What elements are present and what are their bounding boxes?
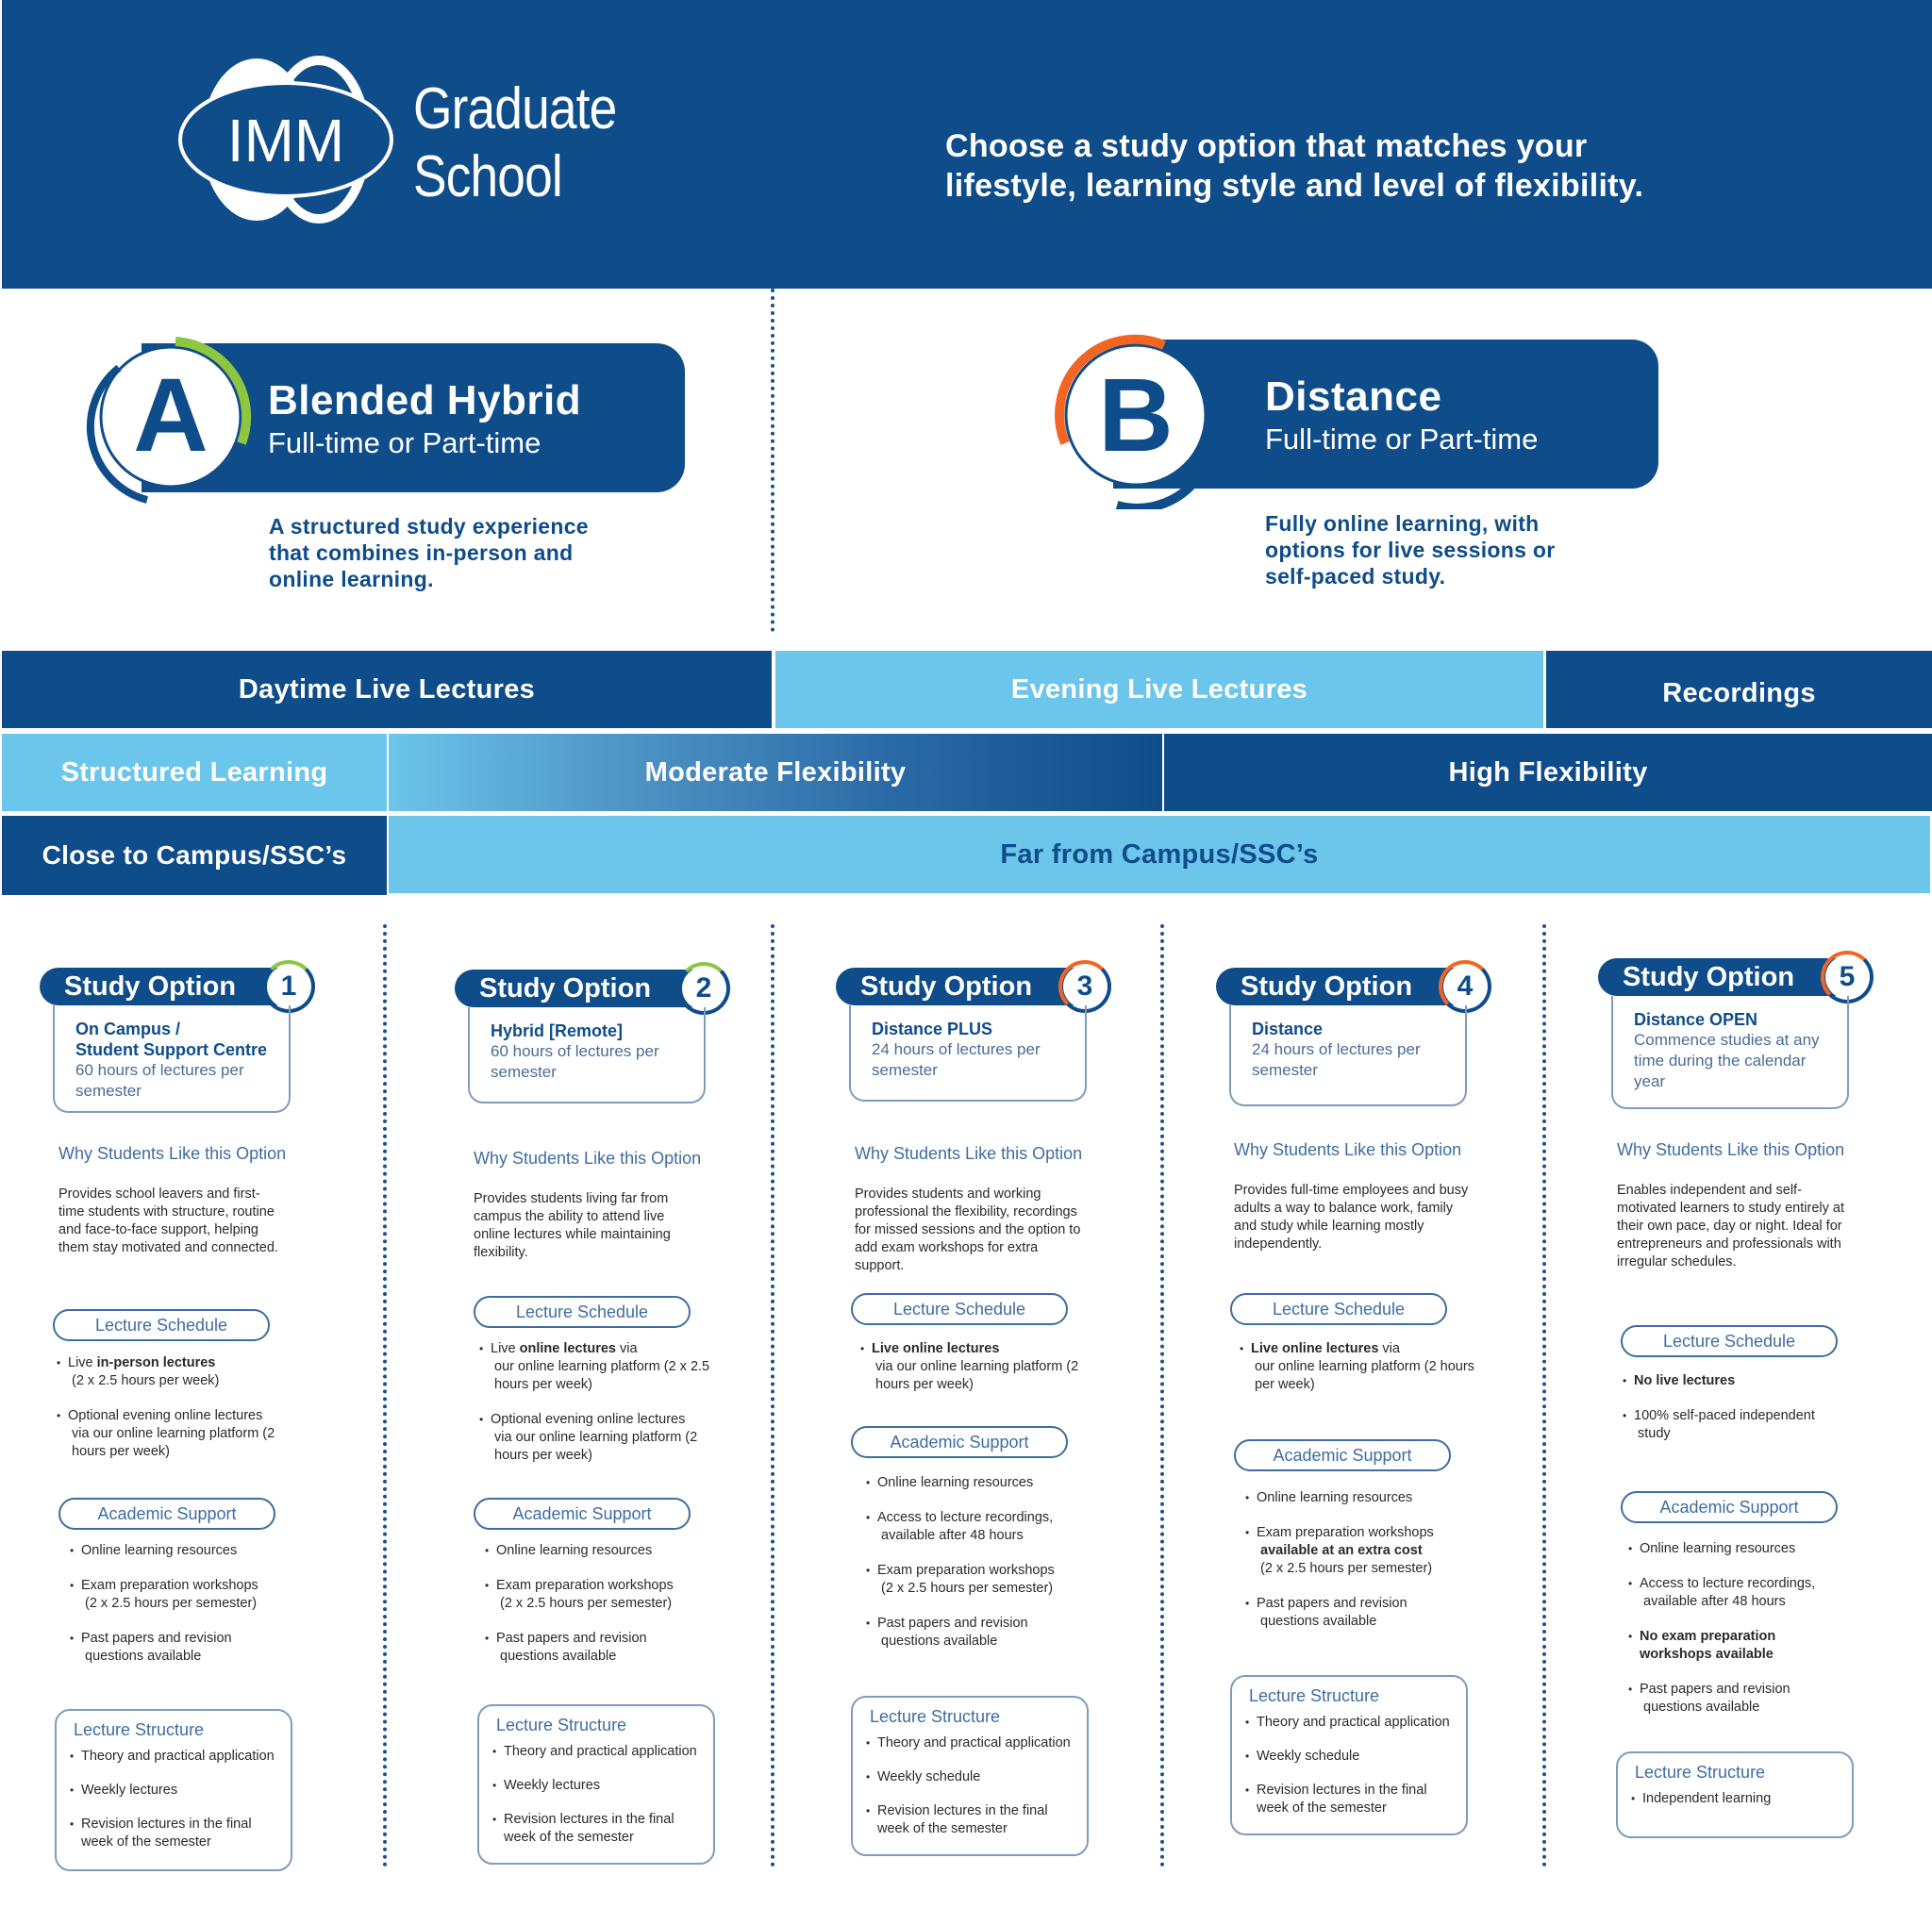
band-high-flexibility: High Flexibility <box>1164 734 1932 811</box>
list-item: • 100% self-paced independent study <box>1623 1407 1858 1443</box>
band-daytime-live: Daytime Live Lectures <box>2 651 772 728</box>
lecture-schedule-label: Lecture Schedule <box>851 1293 1068 1325</box>
list-item: • Theory and practical application <box>866 1734 1075 1752</box>
why-heading: Why Students Like this Option <box>1617 1140 1845 1159</box>
lecture-schedule-label: Lecture Schedule <box>1621 1325 1838 1357</box>
academic-support-label: Academic Support <box>474 1498 691 1530</box>
option-number: 3 <box>1063 965 1107 1008</box>
option-header: Study Option <box>455 970 702 1007</box>
option-header: Study Option <box>40 968 287 1005</box>
list-item: • Exam preparation workshops available at an extra cost (2 x 2.5 hours per semester) <box>1245 1524 1472 1578</box>
option-number: 5 <box>1825 955 1869 999</box>
imm-logo-icon <box>177 53 394 226</box>
option-summary-box: Distance PLUS 24 hours of lectures per semester <box>849 1005 1087 1102</box>
list-item: • Weekly schedule <box>866 1768 1075 1786</box>
category-b-title: Distance <box>1265 373 1442 420</box>
academic-support-label: Academic Support <box>1621 1491 1838 1523</box>
section-divider <box>771 289 774 632</box>
option-header: Study Option <box>1216 968 1463 1005</box>
list-item: • Online learning resources <box>70 1542 296 1560</box>
structure-list <box>70 1748 279 1851</box>
schedule-list <box>1240 1340 1485 1411</box>
support-list <box>1245 1489 1472 1648</box>
category-a-title: Blended Hybrid <box>268 377 582 423</box>
option-summary-box: On Campus / Student Support Centre 60 hours of lectures per semester <box>53 1005 291 1113</box>
list-item: • Revision lectures in the final week of the semester <box>1245 1782 1455 1817</box>
support-list <box>1628 1540 1845 1734</box>
list-item: • Online learning resources <box>1245 1489 1472 1507</box>
lecture-schedule-label: Lecture Schedule <box>53 1309 270 1341</box>
category-b-subtitle: Full-time or Part-time <box>1265 423 1539 456</box>
list-item: • Access to lecture recordings, available after 48 hours <box>1628 1575 1845 1611</box>
academic-support-label: Academic Support <box>1234 1439 1451 1471</box>
list-item: • Live online lectures via our online learning platform (2 hours per week) <box>860 1340 1106 1394</box>
list-item: • Past papers and revision questions available <box>866 1615 1092 1651</box>
list-item: • Exam preparation workshops (2 x 2.5 hours per semester) <box>485 1577 711 1613</box>
list-item: • No exam preparation workshops available <box>1628 1628 1845 1664</box>
academic-support-label: Academic Support <box>58 1498 275 1530</box>
schedule-list <box>479 1340 724 1482</box>
why-text: Enables independent and self-motivated learners to study entirely at their own pace, day or night. Ideal for entrepreneurs and professionals with irregular schedules. <box>1617 1183 1844 1269</box>
list-item: • Live online lectures via our online learning platform (2 x 2.5 hours per week) <box>479 1340 724 1394</box>
lecture-schedule-label: Lecture Schedule <box>474 1296 691 1328</box>
category-b-description: Fully online learning, with options for live sessions or self-paced study. <box>1265 511 1556 589</box>
school-name: Graduate School <box>413 76 617 209</box>
lecture-schedule-label: Lecture Schedule <box>1230 1293 1447 1325</box>
why-heading: Why Students Like this Option <box>1234 1140 1462 1159</box>
structure-list <box>492 1743 702 1847</box>
list-item: • Weekly lectures <box>492 1777 702 1795</box>
option-number: 1 <box>267 965 310 1008</box>
option-number: 2 <box>682 967 725 1010</box>
support-list <box>70 1542 296 1683</box>
schedule-list <box>57 1354 302 1478</box>
why-text: Provides school leavers and first-time students with structure, routine and face-to-face support, helping them stay motivated and connected. <box>58 1186 278 1255</box>
structure-list <box>866 1734 1075 1838</box>
academic-support-label: Academic Support <box>851 1426 1068 1458</box>
list-item: • Theory and practical application <box>1245 1714 1455 1732</box>
option-number: 4 <box>1443 965 1487 1008</box>
list-item: • Optional evening online lectures via our online learning platform (2 hours per week) <box>479 1411 724 1465</box>
column-divider <box>771 924 774 1867</box>
list-item: • Past papers and revision questions available <box>70 1630 296 1666</box>
why-heading: Why Students Like this Option <box>58 1144 287 1163</box>
lecture-structure-box: Lecture Structure • Independent learning <box>1616 1751 1854 1838</box>
category-a-badge-icon <box>81 330 260 509</box>
option-header: Study Option <box>836 968 1083 1005</box>
band-evening-live: Evening Live Lectures <box>775 651 1543 728</box>
list-item: • Live in-person lectures (2 x 2.5 hours per week) <box>57 1354 302 1390</box>
list-item: • Revision lectures in the final week of the semester <box>492 1811 702 1847</box>
column-divider <box>1160 924 1164 1867</box>
lecture-structure-box: Lecture Structure • Theory and practical application • Weekly lectures • Revision lectures in the final week of the semester <box>477 1704 715 1865</box>
option-summary-box: Hybrid [Remote] 60 hours of lectures per semester <box>468 1007 706 1103</box>
band-close-to-campus: Close to Campus/SSC’s <box>2 816 387 895</box>
list-item: • Exam preparation workshops (2 x 2.5 hours per semester) <box>866 1562 1092 1598</box>
svg-text:A: A <box>133 357 208 473</box>
structure-list <box>1631 1790 1840 1808</box>
list-item: • Online learning resources <box>866 1474 1092 1492</box>
structure-list <box>1245 1714 1455 1817</box>
list-item: • Past papers and revision questions available <box>1245 1595 1472 1631</box>
category-a-subtitle: Full-time or Part-time <box>268 426 541 459</box>
band-moderate-flexibility: Moderate Flexibility <box>389 734 1162 811</box>
why-heading: Why Students Like this Option <box>474 1149 702 1168</box>
option-summary-box: Distance OPEN Commence studies at any time during the calendar year <box>1611 996 1849 1109</box>
header-banner <box>2 0 1932 289</box>
list-item: • Online learning resources <box>485 1542 711 1560</box>
list-item: • Past papers and revision questions available <box>485 1630 711 1666</box>
list-item: • Weekly schedule <box>1245 1748 1455 1766</box>
why-text: Provides students living far from campus the ability to attend live online lectures while maintaining flexibility. <box>474 1191 671 1260</box>
svg-text:IMM: IMM <box>226 107 345 174</box>
category-b-badge-icon <box>1041 330 1221 509</box>
list-item: • Past papers and revision questions available <box>1628 1681 1845 1717</box>
list-item: • Revision lectures in the final week of the semester <box>866 1802 1075 1838</box>
list-item: • Access to lecture recordings, available after 48 hours <box>866 1509 1092 1545</box>
list-item: • Online learning resources <box>1628 1540 1845 1558</box>
band-recordings: Recordings <box>1546 651 1932 728</box>
schedule-list <box>860 1340 1106 1411</box>
lecture-structure-box: Lecture Structure • Theory and practical application • Weekly schedule • Revision lectures in the final week of the semester <box>1230 1675 1468 1835</box>
list-item: • Revision lectures in the final week of the semester <box>70 1816 279 1851</box>
band-far-from-campus: Far from Campus/SSC’s <box>389 816 1930 893</box>
lecture-structure-box: Lecture Structure • Theory and practical application • Weekly schedule • Revision lectures in the final week of the semester <box>851 1696 1089 1856</box>
column-divider <box>383 924 387 1867</box>
list-item: • Theory and practical application <box>492 1743 702 1761</box>
band-structured-learning: Structured Learning <box>2 734 387 811</box>
list-item: • Optional evening online lectures via our online learning platform (2 hours per week) <box>57 1407 302 1461</box>
category-a-description: A structured study experience that combines in-person and online learning. <box>269 514 589 591</box>
option-summary-box: Distance 24 hours of lectures per semester <box>1229 1005 1467 1106</box>
option-header: Study Option <box>1598 958 1845 996</box>
why-text: Provides full-time employees and busy adults a way to balance work, family and study while learning mostly independently. <box>1234 1183 1469 1252</box>
list-item: • Exam preparation workshops (2 x 2.5 hours per semester) <box>70 1577 296 1613</box>
column-divider <box>1542 924 1546 1867</box>
why-heading: Why Students Like this Option <box>855 1144 1083 1163</box>
tagline: Choose a study option that matches your lifestyle, learning style and level of flexibility. <box>945 128 1644 204</box>
list-item: • Independent learning <box>1631 1790 1840 1808</box>
svg-text:B: B <box>1098 357 1174 473</box>
schedule-list <box>1623 1372 1858 1460</box>
support-list <box>866 1474 1092 1667</box>
why-text: Provides students and working professional the flexibility, recordings for missed sessions and the option to add exam workshops for extra support. <box>855 1186 1081 1273</box>
list-item: • No live lectures <box>1623 1372 1858 1390</box>
support-list <box>485 1542 711 1683</box>
list-item: • Theory and practical application <box>70 1748 279 1766</box>
list-item: • Weekly lectures <box>70 1782 279 1800</box>
lecture-structure-box: Lecture Structure • Theory and practical application • Weekly lectures • Revision lectures in the final week of the semester <box>55 1709 292 1871</box>
list-item: • Live online lectures via our online learning platform (2 hours per week) <box>1240 1340 1485 1394</box>
